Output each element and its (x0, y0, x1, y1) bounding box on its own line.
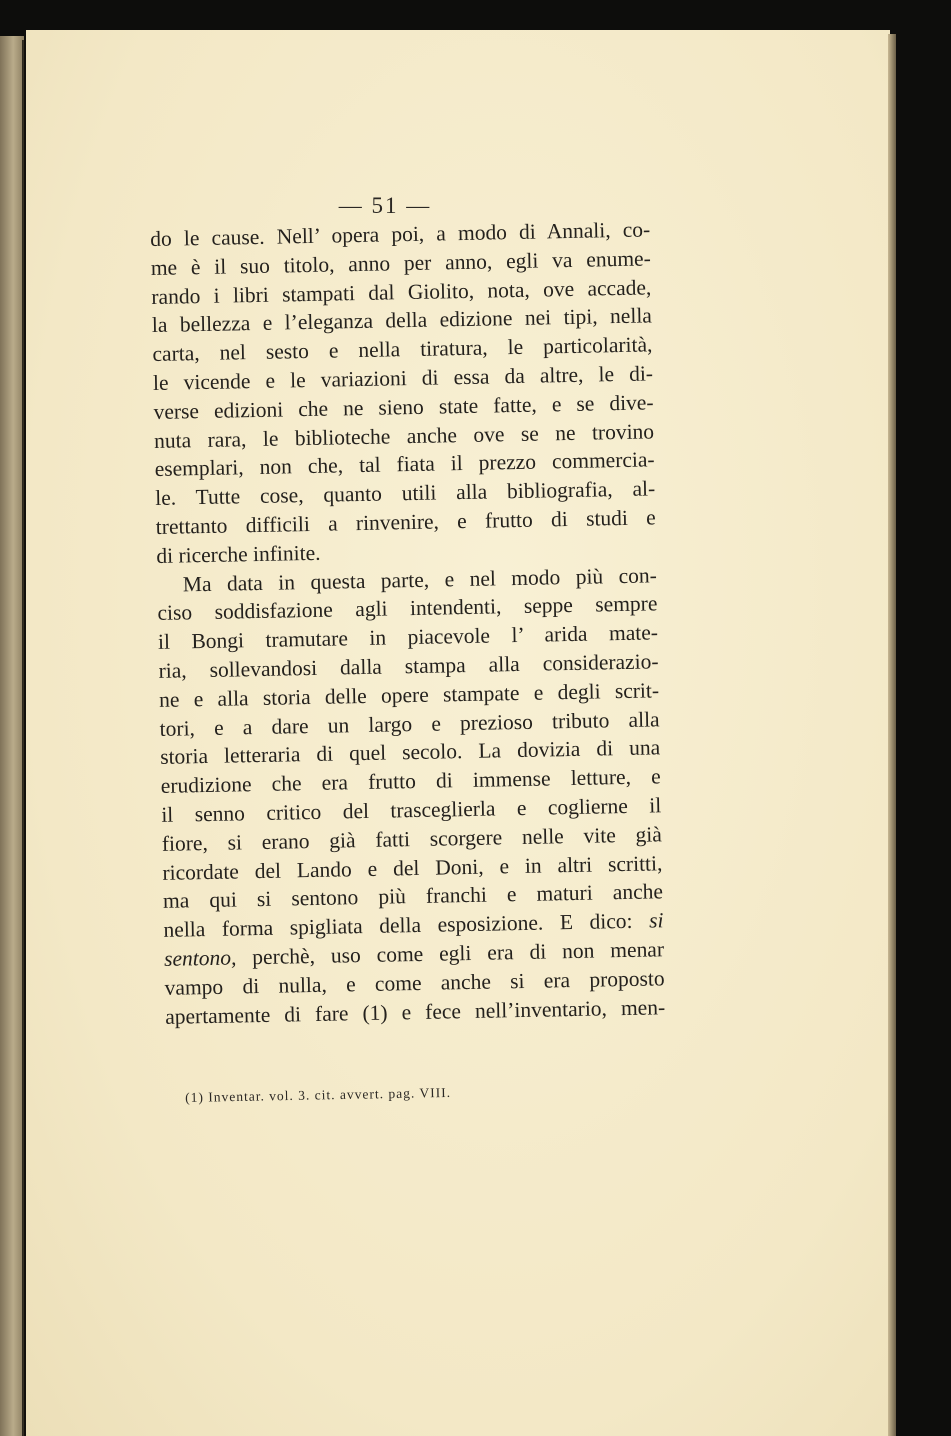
text-line: trettanto difficili a rinvenire, e frutto di studi e (155, 505, 656, 539)
text-line: di ricerche infinite. (156, 540, 321, 568)
text-line: ciso soddisfazione agli intendenti, seppe sempre (157, 591, 658, 626)
text-line: do le cause. Nell’ opera poi, a modo di Annali, co- (150, 217, 651, 251)
text-line: ricordate del Lando e del Doni, e in altri scritti, (162, 850, 663, 885)
facing-page-edge (0, 36, 24, 1436)
line-text: nella forma spigliata della esposizione. E dico: (163, 908, 633, 942)
text-line: le vicende e le variazioni di essa da altre, le di- (152, 361, 654, 395)
body-text (150, 215, 665, 1031)
paragraph-1 (150, 215, 657, 570)
text-line: me è il suo titolo, anno per anno, egli va enume- (150, 246, 651, 280)
text-line: le. Tutte cose, quanto utili alla bibliografia, al- (155, 476, 656, 511)
text-line: carta, nel sesto e nella tiratura, le particolarità, (152, 332, 653, 367)
text-line: verse edizioni che ne sieno state fatte, e se dive- (153, 390, 654, 424)
text-line: esemplari, non che, tal fiata il prezzo commercia- (154, 447, 655, 482)
text-line: rando i libri stampati dal Giolito, nota, ove accade, (151, 274, 652, 309)
text-line: tori, e a dare un largo e prezioso tributo alla (159, 706, 660, 741)
text-line: erudizione che era frutto di immense letture, e (160, 764, 661, 799)
text-line: il senno critico del trasceglierla e coglierne il (161, 793, 662, 827)
text-line: Ma data in questa parte, e nel modo più con- (182, 562, 658, 596)
text-line: ria, sollevandosi dalla stampa alla considerazio- (158, 649, 659, 683)
line-text: perchè, uso come egli era di non menar (252, 937, 665, 970)
text-line: ma qui si sentono più franchi e maturi anche (162, 879, 664, 914)
page-number: — 51 — (338, 193, 432, 218)
page-right-edge (888, 34, 896, 1436)
text-line: nuta rara, le biblioteche anche ove se ne trovino (153, 418, 655, 453)
text-line: la bellezza e l’eleganza della edizione nei tipi, nella (151, 303, 653, 338)
text-line: apertamente di fare (1) e fece nell’inventario, men- (164, 994, 666, 1029)
text-line: ne e alla storia delle opere stampate e degli scrit- (158, 678, 660, 712)
text-line: il Bongi tramutare in piacevole l’ arida mate- (157, 620, 659, 655)
italic-word: si (648, 908, 664, 933)
italic-word: sentono, (163, 945, 237, 971)
text-line: vampo di nulla, e come anche si era proposto (164, 965, 665, 1000)
paragraph-2 (157, 561, 666, 1031)
footnote: (1) Inventar. vol. 3. cit. avvert. pag. VIII. (185, 1084, 452, 1105)
text-line: fiore, si erano già fatti scorgere nelle vite già (161, 822, 663, 856)
text-line: storia letteraria di quel secolo. La dovizia di una (159, 735, 661, 770)
